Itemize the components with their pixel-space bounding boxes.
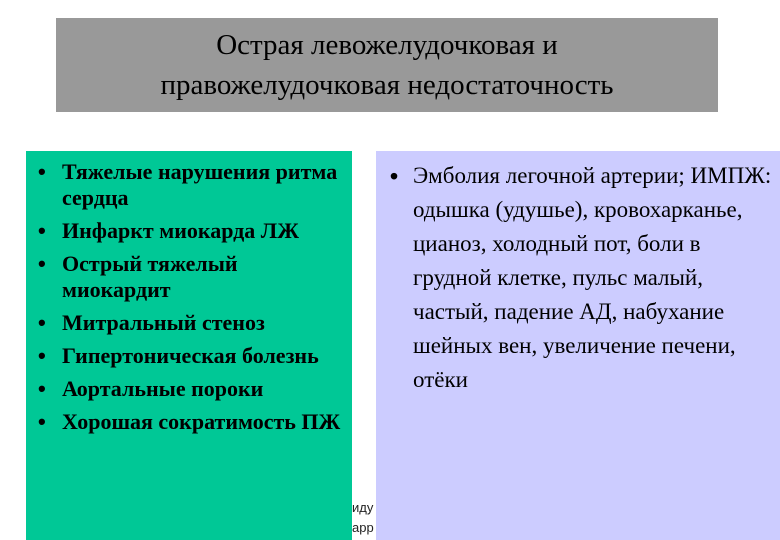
causes-panel — [26, 151, 352, 540]
background-text-fragment: иду — [352, 500, 374, 515]
list-item — [34, 218, 342, 244]
symptoms-panel — [376, 151, 780, 540]
bullet-icon: • — [38, 310, 46, 335]
list-item — [34, 409, 342, 435]
list-item-text: Аортальные пороки — [62, 376, 264, 401]
list-item — [34, 376, 342, 402]
list-item-text: Гипертоническая болезнь — [62, 343, 319, 368]
bullet-icon: • — [38, 159, 46, 184]
symptoms-text: Эмболия легочной артерии; ИМПЖ: одышка (удушье), кровохарканье, цианоз, холодный пот, боли в грудной клетке, пульс малый, частый, падение АД, набухание шейных вен, увеличение печени, отёки — [413, 163, 772, 392]
causes-list — [34, 159, 342, 435]
slide-title-line-1: Острая левожелудочковая и — [216, 29, 558, 61]
list-item — [34, 343, 342, 369]
bullet-icon: • — [38, 376, 46, 401]
list-item — [34, 159, 342, 211]
list-item — [34, 251, 342, 303]
slide-title-line-2: правожелудочковая недостаточность — [160, 69, 614, 101]
list-item-text: Митральный стеноз — [62, 310, 265, 335]
list-item-text: Хорошая сократимость ПЖ — [62, 409, 341, 434]
bullet-icon: • — [390, 163, 399, 189]
list-item-text: Инфаркт миокарда ЛЖ — [62, 218, 299, 243]
background-text-fragment: арр — [352, 520, 374, 535]
symptoms-item — [386, 159, 774, 397]
bullet-icon: • — [38, 218, 46, 243]
slide-title — [56, 18, 718, 112]
bullet-icon: • — [38, 251, 46, 276]
list-item-text: Острый тяжелый миокардит — [62, 251, 238, 302]
bullet-icon: • — [38, 409, 46, 434]
bullet-icon: • — [38, 343, 46, 368]
list-item — [34, 310, 342, 336]
list-item-text: Тяжелые нарушения ритма сердца — [62, 159, 338, 210]
